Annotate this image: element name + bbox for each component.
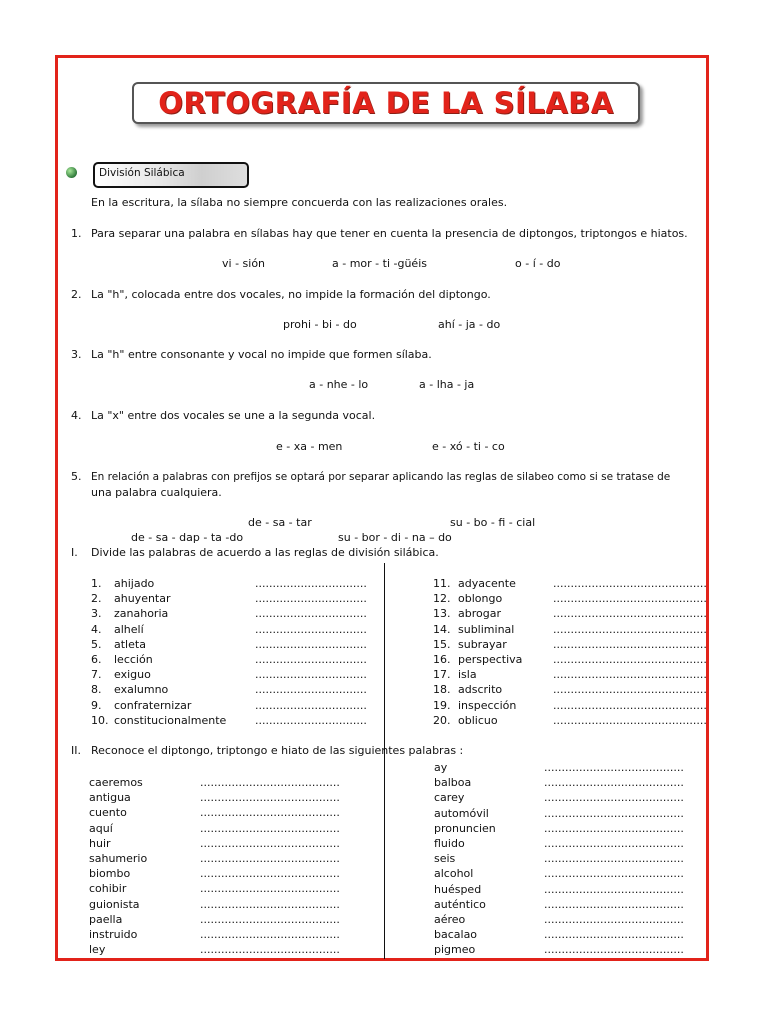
answer-blank[interactable]: ........................................ bbox=[544, 943, 684, 957]
example-word: de - sa - dap - ta -do bbox=[131, 531, 244, 544]
item-number: 14. bbox=[433, 622, 451, 636]
item-word: adyacente bbox=[458, 577, 516, 590]
item-word: automóvil bbox=[434, 806, 489, 820]
example-word: a - mor - ti -güéis bbox=[332, 257, 427, 270]
answer-blank[interactable]: ................................ bbox=[255, 622, 367, 636]
item-word: confraternizar bbox=[114, 698, 192, 712]
rule-text-continued: una palabra cualquiera. bbox=[91, 486, 222, 499]
item-word: subliminal bbox=[458, 622, 515, 636]
item-word: subrayar bbox=[458, 637, 507, 651]
item-word: guionista bbox=[89, 897, 140, 911]
answer-blank[interactable]: ........................................ bbox=[544, 882, 684, 896]
item-word: exalumno bbox=[114, 683, 169, 697]
item-number: 15. bbox=[433, 637, 451, 651]
item-number: 10. bbox=[91, 713, 109, 727]
item-word: oblongo bbox=[458, 592, 503, 606]
answer-blank[interactable]: ................................ bbox=[255, 653, 367, 666]
green-bullet-icon bbox=[66, 167, 77, 178]
subhead-label: División Silábica bbox=[99, 167, 185, 179]
item-word: carey bbox=[434, 791, 465, 805]
rule-text: Para separar una palabra en sílabas hay que tener en cuenta la presencia de diptongos, triptongos e hiatos. bbox=[91, 227, 688, 240]
item-word: instruido bbox=[89, 928, 138, 941]
example-word: su - bor - di - na – do bbox=[338, 531, 452, 544]
item-number: 8. bbox=[91, 683, 102, 697]
item-number: 16. bbox=[433, 653, 451, 666]
item-word: pigmeo bbox=[434, 943, 476, 957]
answer-blank[interactable]: ........................................ bbox=[200, 821, 340, 835]
item-word: ahuyentar bbox=[114, 592, 171, 606]
answer-blank[interactable]: ........................................ bbox=[544, 791, 684, 805]
example-word: e - xa - men bbox=[276, 440, 343, 453]
answer-blank[interactable]: ........................................ bbox=[544, 913, 684, 926]
answer-blank[interactable]: ........................................ bbox=[200, 897, 340, 911]
rule-text: La "h" entre consonante y vocal no impide que formen sílaba. bbox=[91, 348, 432, 361]
answer-blank[interactable]: ................................ bbox=[255, 607, 367, 621]
answer-blank[interactable]: ............................................ bbox=[553, 577, 707, 590]
item-word: lección bbox=[114, 653, 153, 666]
answer-blank[interactable]: ........................................ bbox=[200, 912, 340, 926]
item-number: 5. bbox=[91, 637, 102, 651]
rule-text: La "x" entre dos vocales se une a la segunda vocal. bbox=[91, 409, 376, 422]
exercise-instruction: Reconoce el diptongo, triptongo e hiato de las siguientes palabras : bbox=[91, 744, 464, 757]
item-number: 18. bbox=[433, 683, 451, 697]
item-number: 7. bbox=[91, 668, 102, 682]
item-word: auténtico bbox=[434, 897, 486, 911]
answer-blank[interactable]: ........................................ bbox=[544, 837, 684, 850]
exercise-number: II. bbox=[71, 744, 81, 757]
item-number: 12. bbox=[433, 592, 451, 606]
item-word: cuento bbox=[89, 806, 127, 820]
item-number: 4. bbox=[91, 622, 102, 636]
subhead-box bbox=[93, 162, 249, 188]
item-word: isla bbox=[458, 668, 477, 682]
answer-blank[interactable]: ........................................ bbox=[544, 852, 684, 866]
item-number: 9. bbox=[91, 698, 102, 712]
item-number: 3. bbox=[91, 607, 102, 621]
answer-blank[interactable]: ........................................ bbox=[200, 776, 340, 789]
example-word: de - sa - tar bbox=[248, 516, 312, 529]
rule-text: La "h", colocada entre dos vocales, no impide la formación del diptongo. bbox=[91, 288, 491, 301]
item-word: fluido bbox=[434, 837, 465, 850]
answer-blank[interactable]: ........................................ bbox=[200, 943, 340, 957]
answer-blank[interactable]: ................................ bbox=[255, 637, 367, 651]
item-word: aquí bbox=[89, 821, 113, 835]
example-word: o - í - do bbox=[515, 257, 561, 270]
answer-blank[interactable]: ............................................ bbox=[553, 683, 707, 697]
item-word: pronuncien bbox=[434, 821, 496, 835]
answer-blank[interactable]: ................................ bbox=[255, 698, 367, 712]
answer-blank[interactable]: ................................ bbox=[255, 713, 367, 727]
answer-blank[interactable]: ................................ bbox=[255, 668, 367, 682]
item-word: sahumerio bbox=[89, 852, 148, 865]
exercise-number: I. bbox=[71, 546, 78, 559]
item-number: 2. bbox=[91, 592, 102, 606]
item-word: bacalao bbox=[434, 928, 478, 942]
answer-blank[interactable]: ........................................ bbox=[200, 882, 340, 896]
answer-blank[interactable]: ............................................ bbox=[553, 668, 707, 682]
answer-blank[interactable]: ........................................ bbox=[544, 821, 684, 835]
answer-blank[interactable]: ............................................ bbox=[553, 698, 707, 712]
answer-blank[interactable]: ........................................ bbox=[200, 791, 340, 805]
answer-blank[interactable]: ........................................ bbox=[544, 776, 684, 790]
title-banner bbox=[132, 82, 640, 124]
answer-blank[interactable]: ........................................ bbox=[544, 897, 684, 911]
item-word: inspección bbox=[458, 698, 517, 712]
rule-number: 4. bbox=[71, 409, 82, 422]
item-number: 1. bbox=[91, 577, 102, 590]
answer-blank[interactable]: ........................................ bbox=[544, 867, 684, 881]
item-word: ahijado bbox=[114, 577, 155, 590]
answer-blank[interactable]: ........................................ bbox=[200, 836, 340, 850]
item-word: adscrito bbox=[458, 683, 503, 697]
intro-text: En la escritura, la sílaba no siempre concuerda con las realizaciones orales. bbox=[91, 196, 508, 209]
item-word: perspectiva bbox=[458, 653, 523, 666]
answer-blank[interactable]: ............................................ bbox=[553, 622, 707, 636]
answer-blank[interactable]: ........................................ bbox=[200, 928, 340, 941]
item-word: seis bbox=[434, 852, 456, 866]
answer-blank[interactable]: ............................................ bbox=[553, 653, 707, 666]
item-word: atleta bbox=[114, 637, 146, 651]
item-number: 20. bbox=[433, 713, 451, 727]
item-word: biombo bbox=[89, 867, 131, 881]
answer-blank[interactable]: ................................ bbox=[255, 592, 367, 606]
item-number: 11. bbox=[433, 577, 451, 590]
item-number: 19. bbox=[433, 698, 451, 712]
page-title: ORTOGRAFÍA DE LA SÍLABA bbox=[158, 86, 614, 120]
answer-blank[interactable]: ........................................ bbox=[200, 806, 340, 820]
item-word: alhelí bbox=[114, 622, 144, 636]
rule-number: 3. bbox=[71, 348, 82, 361]
example-word: a - nhe - lo bbox=[309, 378, 369, 391]
item-word: balboa bbox=[434, 776, 472, 790]
column-divider bbox=[384, 563, 385, 959]
answer-blank[interactable]: ........................................ bbox=[544, 928, 684, 942]
example-word: vi - sión bbox=[222, 257, 266, 270]
item-word: antigua bbox=[89, 791, 131, 805]
rule-text: En relación a palabras con prefijos se optará por separar aplicando las reglas de silabeo como si se tratase de bbox=[91, 471, 671, 483]
item-word: huir bbox=[89, 836, 111, 850]
example-word: e - xó - ti - co bbox=[432, 440, 505, 453]
example-word: a - lha - ja bbox=[419, 378, 475, 391]
answer-blank[interactable]: ........................................ bbox=[200, 852, 340, 865]
item-word: paella bbox=[89, 912, 123, 926]
answer-blank[interactable]: ............................................ bbox=[553, 713, 707, 727]
item-word: ay bbox=[434, 761, 448, 774]
item-word: alcohol bbox=[434, 867, 474, 881]
answer-blank[interactable]: ........................................ bbox=[544, 761, 684, 774]
answer-blank[interactable]: ........................................ bbox=[544, 806, 684, 820]
item-word: cohibir bbox=[89, 882, 127, 896]
item-number: 6. bbox=[91, 653, 102, 666]
answer-blank[interactable]: ............................................ bbox=[553, 592, 707, 606]
item-word: abrogar bbox=[458, 607, 501, 621]
rule-number: 2. bbox=[71, 288, 82, 301]
item-word: oblicuo bbox=[458, 713, 498, 727]
item-word: exiguo bbox=[114, 668, 151, 682]
exercise-instruction: Divide las palabras de acuerdo a las reglas de división silábica. bbox=[91, 546, 439, 559]
item-word: constitucionalmente bbox=[114, 713, 227, 727]
answer-blank[interactable]: ................................ bbox=[255, 577, 367, 590]
item-number: 17. bbox=[433, 668, 451, 682]
item-word: huésped bbox=[434, 882, 482, 896]
item-word: aéreo bbox=[434, 913, 466, 926]
answer-blank[interactable]: ........................................ bbox=[200, 867, 340, 881]
item-number: 13. bbox=[433, 607, 451, 621]
example-word: ahí - ja - do bbox=[438, 318, 501, 331]
item-word: ley bbox=[89, 943, 106, 957]
answer-blank[interactable]: ............................................ bbox=[553, 607, 707, 621]
example-word: su - bo - fi - cial bbox=[450, 516, 536, 529]
answer-blank[interactable]: ................................ bbox=[255, 683, 367, 697]
answer-blank[interactable]: ............................................ bbox=[553, 637, 707, 651]
example-word: prohi - bi - do bbox=[283, 318, 357, 331]
item-word: zanahoria bbox=[114, 607, 169, 621]
rule-number: 5. bbox=[71, 470, 82, 483]
rule-number: 1. bbox=[71, 227, 82, 240]
item-word: caeremos bbox=[89, 776, 143, 789]
